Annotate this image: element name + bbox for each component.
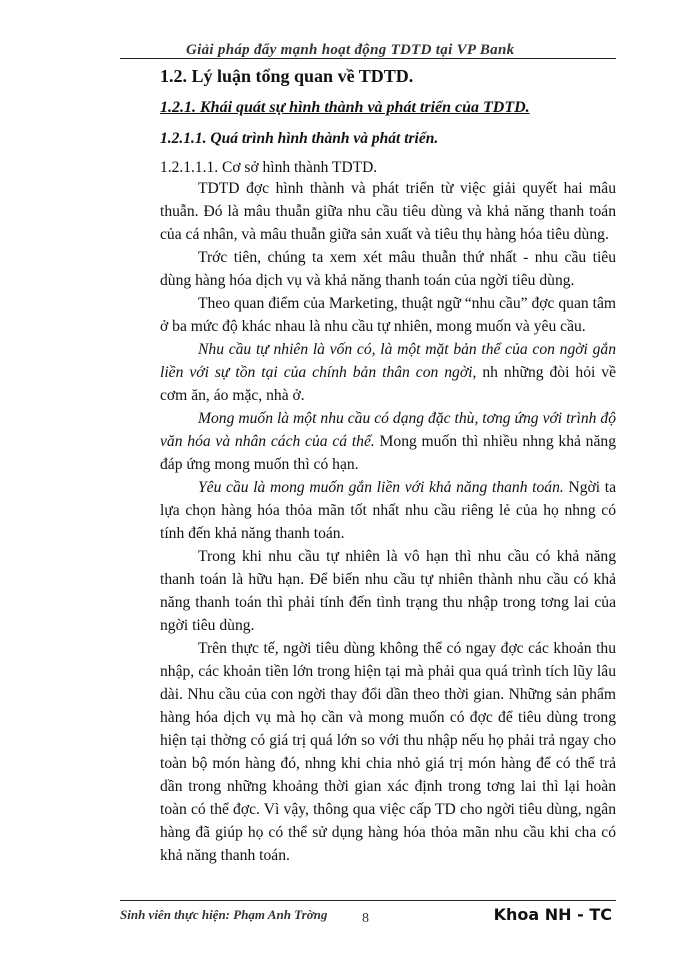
italic-text: Mong muốn là một nhu cầu có dạng đặc thù, tơng ứng với trình độ văn hóa và nhân cách của cá thể. (160, 410, 616, 450)
paragraph: Trớc tiên, chúng ta xem xét mâu thuẫn thứ nhất - nhu cầu tiêu dùng hàng hóa dịch vụ và khả năng thanh toán của ngời tiêu dùng. (160, 249, 616, 289)
page-header (120, 38, 616, 59)
document-body (160, 64, 616, 867)
paragraph-text: Ngời ta lựa chọn hàng hóa thỏa mãn tốt nhất nhu cầu riêng lẻ của họ nhng có tính đến khả năng thanh toán. (160, 479, 617, 542)
paragraph: Trong khi nhu cầu tự nhiên là vô hạn thì nhu cầu có khả năng thanh toán là hữu hạn. Để biến nhu cầu tự nhiên thành nhu cầu có khả năng thanh toán thì phải tính đến tình trạng thu nhập trong tơng lai của ngời tiêu dùng. (160, 548, 616, 634)
footer-department: Khoa NH - TC (493, 905, 612, 924)
italic-text: Nhu cầu tự nhiên là vốn có, là một mặt bản thể của con ngời gắn liền với sự tồn tại của chính bản thân con ngời (160, 341, 616, 381)
paragraph: Theo quan điểm của Marketing, thuật ngữ “nhu cầu” đợc quan tâm ở ba mức độ khác nhau là nhu cầu tự nhiên, mong muốn và yêu cầu. (160, 295, 616, 335)
footer-author: Sinh viên thực hiện: Phạm Anh Trờng (120, 907, 328, 922)
header-title: Giải pháp đẩy mạnh hoạt động TDTD tại VP Bank (186, 42, 515, 58)
paragraph (160, 338, 616, 407)
paragraph-text: , nh những đòi hỏi về cơm ăn, áo mặc, nhà ở. (160, 364, 616, 404)
paragraph: TDTD đợc hình thành và phát triển từ việc giải quyết hai mâu thuẫn. Đó là mâu thuẫn giữa nhu cầu tiêu dùng và khả năng thanh toán của cá nhân, và mâu thuẫn giữa sản xuất và tiêu thụ hàng hóa tiêu dùng. (160, 180, 616, 243)
paragraph (160, 476, 616, 545)
italic-text: Yêu cầu là mong muốn gắn liền với khả năng thanh toán. (198, 479, 564, 496)
paragraph: Trên thực tế, ngời tiêu dùng không thể có ngay đợc các khoản thu nhập, các khoản tiền lớn trong hiện tại mà phải qua quá trình tích lũy lâu dài. Nhu cầu của con ngời thay đổi dần theo thời gian. Những sản phẩm hàng hóa dịch vụ mà họ cần và mong muốn có đợc để tiêu dùng trong hiện tại thờng có giá trị quá lớn so với thu nhập nếu họ phải trả ngay cho toàn bộ món hàng đó, nhng khi chia nhỏ giá trị món hàng để có thể trả dần trong những khoảng thời gian xác định trong tơng lai thì lại hoàn toàn có thể đợc. Vì vậy, thông qua việc cấp TD cho ngời tiêu dùng, ngân hàng đã giúp họ có thể sử dụng hàng hóa thỏa mãn nhu cầu khi cha có khả năng thanh toán. (160, 640, 616, 864)
page-number: 8 (362, 911, 369, 926)
subsection-heading: 1.2.1. Khái quát sự hình thành và phát triển của TDTD. (160, 99, 530, 116)
heading-level-4: 1.2.1.1.1. Cơ sở hình thành TDTD. (160, 159, 378, 176)
page-footer (120, 900, 616, 929)
paragraph-text: Mong muốn thì nhiều nhng khả năng đáp ứng mong muốn thì có hạn. (160, 433, 616, 473)
subsubsection-heading: 1.2.1.1. Quá trình hình thành và phát triển. (160, 130, 439, 147)
section-heading: 1.2. Lý luận tổng quan về TDTD. (160, 66, 414, 86)
paragraph (160, 407, 616, 476)
